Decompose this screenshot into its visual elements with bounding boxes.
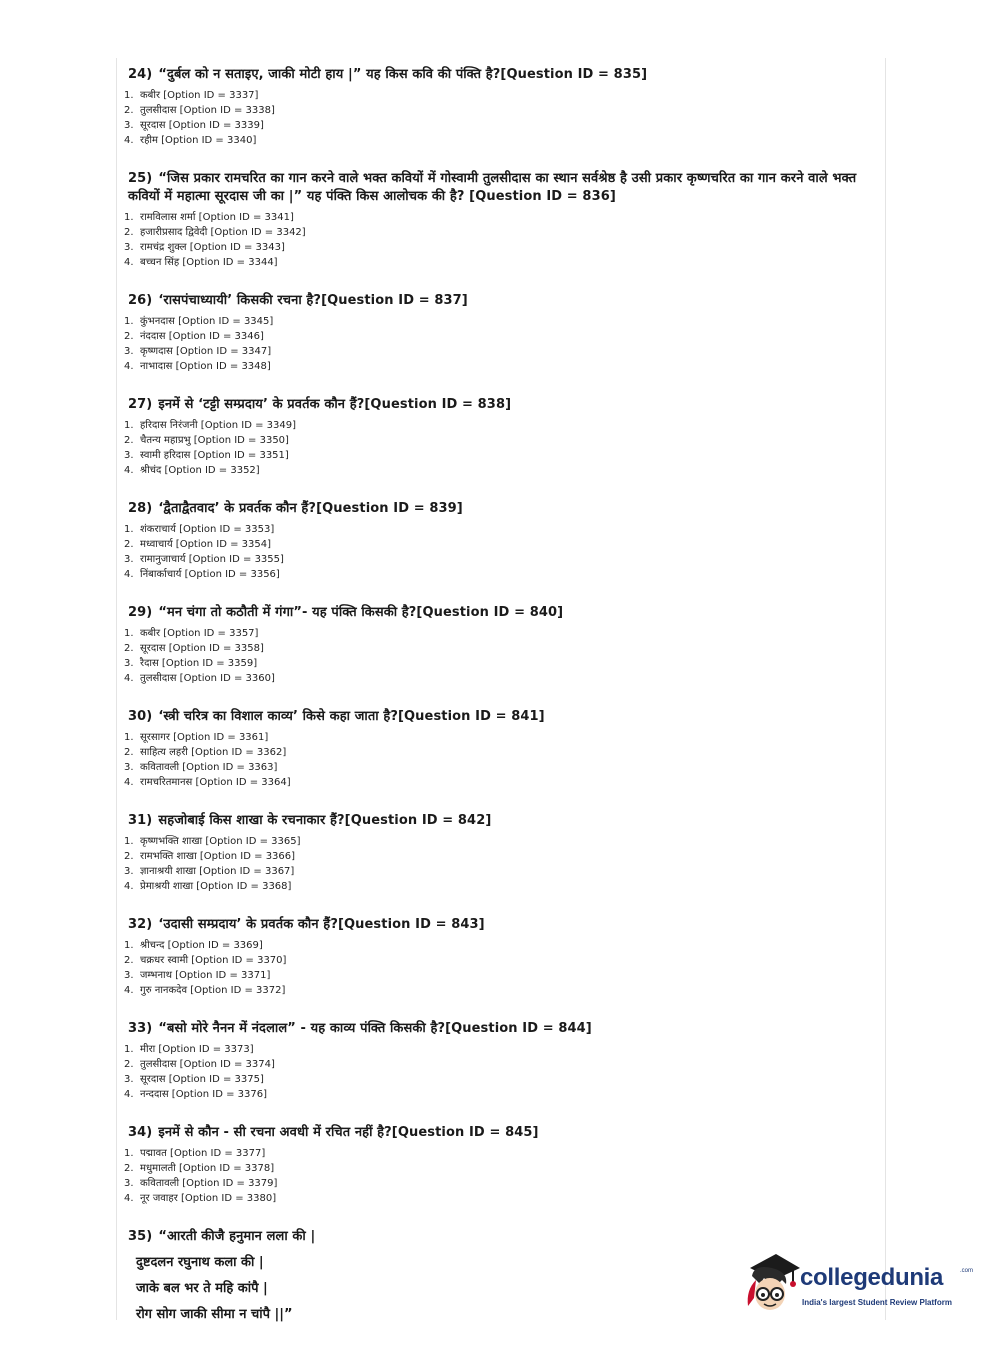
option-text: साहित्य लहरी [Option ID = 3362] [140, 747, 287, 758]
option-text: कृष्णदास [Option ID = 3347] [140, 346, 272, 357]
option-index: 3. [124, 450, 134, 461]
option-list [124, 834, 868, 894]
option-text: गुरु नानकदेव [Option ID = 3372] [140, 985, 286, 996]
option-text: रैदास [Option ID = 3359] [140, 658, 258, 669]
option-item [124, 240, 868, 255]
option-item [124, 1176, 868, 1191]
option-list [124, 938, 868, 998]
option-list [124, 210, 868, 270]
option-text: हरिदास निरंजनी [Option ID = 3349] [140, 420, 296, 431]
option-text: कुंभनदास [Option ID = 3345] [140, 316, 274, 327]
question-number: 25) [128, 171, 153, 186]
question-title [128, 708, 868, 726]
option-text: मधुमालती [Option ID = 3378] [140, 1163, 275, 1174]
question-title [128, 916, 868, 934]
option-text: रामचरितमानस [Option ID = 3364] [140, 777, 291, 788]
option-index: 3. [124, 866, 134, 877]
option-index: 3. [124, 970, 134, 981]
option-text: प्रेमाश्रयी शाखा [Option ID = 3368] [140, 881, 292, 892]
option-index: 3. [124, 120, 134, 131]
option-text: पद्मावत [Option ID = 3377] [140, 1148, 266, 1159]
question-block [124, 170, 868, 270]
option-text: तुलसीदास [Option ID = 3374] [140, 1059, 275, 1070]
option-index: 2. [124, 955, 134, 966]
option-text: सूरदास [Option ID = 3375] [140, 1074, 264, 1085]
option-index: 1. [124, 940, 134, 951]
option-item [124, 1057, 868, 1072]
question-number: 24) [128, 67, 153, 82]
option-item [124, 879, 868, 894]
option-item [124, 329, 868, 344]
option-index: 1. [124, 836, 134, 847]
option-item [124, 433, 868, 448]
option-text: रामविलास शर्मा [Option ID = 3341] [140, 212, 294, 223]
question-title [128, 292, 868, 310]
question-text: ‘रासपंचाध्यायी’ किसकी रचना है?[Question ID = 837] [158, 293, 468, 308]
question-title [128, 500, 868, 518]
option-index: 3. [124, 1074, 134, 1085]
option-index: 3. [124, 658, 134, 669]
question-number: 27) [128, 397, 153, 412]
option-text: चैतन्य महाप्रभु [Option ID = 3350] [140, 435, 289, 446]
option-text: स्वामी हरिदास [Option ID = 3351] [140, 450, 289, 461]
option-text: रामचंद्र शुक्ल [Option ID = 3343] [140, 242, 285, 253]
option-text: सूरदास [Option ID = 3358] [140, 643, 264, 654]
option-item [124, 359, 868, 374]
option-list [124, 314, 868, 374]
question-text: ‘उदासी सम्प्रदाय’ के प्रवर्तक कौन हैं?[Question ID = 843] [158, 917, 485, 932]
option-text: सूरसागर [Option ID = 3361] [140, 732, 269, 743]
option-index: 4. [124, 361, 134, 372]
question-number: 31) [128, 813, 153, 828]
option-item [124, 864, 868, 879]
question-block [124, 1020, 868, 1102]
logo-suffix: .com [960, 1268, 974, 1274]
option-index: 1. [124, 316, 134, 327]
question-list [124, 66, 868, 1350]
option-item [124, 210, 868, 225]
option-item [124, 626, 868, 641]
question-number: 29) [128, 605, 153, 620]
option-item [124, 656, 868, 671]
option-list [124, 522, 868, 582]
option-item [124, 418, 868, 433]
question-text: इनमें से ‘टट्टी सम्प्रदाय’ के प्रवर्तक कौन हैं?[Question ID = 838] [158, 397, 512, 412]
option-index: 2. [124, 643, 134, 654]
option-text: नंददास [Option ID = 3346] [140, 331, 264, 342]
option-item [124, 448, 868, 463]
option-text: कवितावली [Option ID = 3363] [140, 762, 278, 773]
option-index: 3. [124, 242, 134, 253]
option-index: 4. [124, 673, 134, 684]
logo-tagline: India's largest Student Review Platform [802, 1298, 952, 1307]
option-item [124, 133, 868, 148]
option-item [124, 849, 868, 864]
option-index: 1. [124, 524, 134, 535]
question-text: ‘द्वैताद्वैतवाद’ के प्रवर्तक कौन हैं?[Question ID = 839] [158, 501, 463, 516]
option-item [124, 953, 868, 968]
option-index: 1. [124, 1148, 134, 1159]
option-index: 1. [124, 628, 134, 639]
question-number: 30) [128, 709, 153, 724]
option-index: 4. [124, 465, 134, 476]
option-item [124, 1191, 868, 1206]
option-text: नाभादास [Option ID = 3348] [140, 361, 271, 372]
question-text: “मन चंगा तो कठौती में गंगा”- यह पंक्ति किसकी है?[Question ID = 840] [158, 605, 564, 620]
option-text: नूर जवाहर [Option ID = 3380] [140, 1193, 277, 1204]
option-item [124, 938, 868, 953]
option-item [124, 552, 868, 567]
option-index: 3. [124, 762, 134, 773]
question-title [128, 604, 868, 622]
question-block [124, 916, 868, 998]
option-index: 1. [124, 420, 134, 431]
option-item [124, 567, 868, 582]
question-text: “दुर्बल को न सताइए, जाकी मोटी हाय |” यह किस कवि की पंक्ति है?[Question ID = 835] [158, 67, 648, 82]
question-text: “जिस प्रकार रामचरित का गान करने वाले भक्त कवियों में गोस्वामी तुलसीदास का स्थान सर्वश्रेष्ठ है उसी प्रकार कृष्णचरित का गान करने वाले भक्त कवियों में महात्मा सूरदास जी का |” यह पंक्ति किस आलोचक की है? [Question ID = 836] [128, 171, 857, 204]
option-text: रहीम [Option ID = 3340] [140, 135, 257, 146]
question-block [124, 708, 868, 790]
option-item [124, 1042, 868, 1057]
question-text: “बसो मोरे नैनन में नंदलाल” - यह काव्य पंक्ति किसकी है?[Question ID = 844] [158, 1021, 592, 1036]
question-number: 26) [128, 293, 153, 308]
option-text: बच्चन सिंह [Option ID = 3344] [140, 257, 278, 268]
option-item [124, 118, 868, 133]
question-block [124, 1124, 868, 1206]
option-text: श्रीचन्द [Option ID = 3369] [140, 940, 263, 951]
option-text: जम्भनाथ [Option ID = 3371] [140, 970, 271, 981]
option-text: कबीर [Option ID = 3337] [140, 90, 259, 101]
option-item [124, 103, 868, 118]
option-index: 4. [124, 257, 134, 268]
question-block [124, 396, 868, 478]
verse-line: रोग सोग जाकी सीमा न चांपै ||” [136, 1307, 293, 1322]
option-index: 1. [124, 212, 134, 223]
question-text: ‘स्त्री चरित्र का विशाल काव्य’ किसे कहा जाता है?[Question ID = 841] [158, 709, 545, 724]
collegedunia-logo [742, 1250, 972, 1320]
option-item [124, 671, 868, 686]
verse-line: “आरती कीजै हनुमान लला की | [158, 1229, 316, 1244]
option-item [124, 225, 868, 240]
option-index: 1. [124, 732, 134, 743]
option-index: 3. [124, 346, 134, 357]
mascot-icon [742, 1250, 802, 1316]
option-text: रामभक्ति शाखा [Option ID = 3366] [140, 851, 296, 862]
option-index: 4. [124, 985, 134, 996]
question-block [124, 500, 868, 582]
option-list [124, 88, 868, 148]
option-index: 2. [124, 851, 134, 862]
option-index: 2. [124, 227, 134, 238]
option-index: 2. [124, 331, 134, 342]
question-title [128, 812, 868, 830]
option-text: चक्रधर स्वामी [Option ID = 3370] [140, 955, 287, 966]
option-item [124, 522, 868, 537]
option-list [124, 1146, 868, 1206]
option-text: ज्ञानाश्रयी शाखा [Option ID = 3367] [140, 866, 295, 877]
question-text: इनमें से कौन - सी रचना अवधी में रचित नहीं है?[Question ID = 845] [158, 1125, 539, 1140]
option-index: 4. [124, 569, 134, 580]
verse-line: जाके बल भर ते महि कांपै | [136, 1281, 268, 1296]
option-index: 1. [124, 90, 134, 101]
option-text: कबीर [Option ID = 3357] [140, 628, 259, 639]
option-item [124, 968, 868, 983]
option-index: 1. [124, 1044, 134, 1055]
option-item [124, 745, 868, 760]
option-item [124, 88, 868, 103]
verse-line: दुष्टदलन रघुनाथ कला की | [136, 1255, 264, 1270]
question-number: 35) [128, 1229, 153, 1244]
question-number: 34) [128, 1125, 153, 1140]
question-block [124, 604, 868, 686]
question-title [128, 66, 868, 84]
option-text: रामानुजाचार्य [Option ID = 3355] [140, 554, 284, 565]
option-item [124, 463, 868, 478]
option-item [124, 314, 868, 329]
option-item [124, 983, 868, 998]
option-index: 3. [124, 554, 134, 565]
question-number: 28) [128, 501, 153, 516]
option-text: निंबार्काचार्य [Option ID = 3356] [140, 569, 280, 580]
question-title [128, 1020, 868, 1038]
question-block [124, 292, 868, 374]
question-block [124, 66, 868, 148]
option-index: 4. [124, 1193, 134, 1204]
option-text: हजारीप्रसाद द्विवेदी [Option ID = 3342] [140, 227, 306, 238]
question-text: सहजोबाई किस शाखा के रचनाकार हैं?[Question ID = 842] [158, 813, 492, 828]
option-index: 4. [124, 1089, 134, 1100]
question-title [128, 396, 868, 414]
option-text: मीरा [Option ID = 3373] [140, 1044, 254, 1055]
option-text: मध्वाचार्य [Option ID = 3354] [140, 539, 271, 550]
option-item [124, 1072, 868, 1087]
option-index: 2. [124, 105, 134, 116]
option-text: तुलसीदास [Option ID = 3360] [140, 673, 275, 684]
option-text: कृष्णभक्ति शाखा [Option ID = 3365] [140, 836, 301, 847]
question-number: 33) [128, 1021, 153, 1036]
option-list [124, 626, 868, 686]
option-item [124, 1161, 868, 1176]
option-text: शंकराचार्य [Option ID = 3353] [140, 524, 275, 535]
question-block [124, 812, 868, 894]
option-item [124, 1087, 868, 1102]
question-number: 32) [128, 917, 153, 932]
question-title [128, 170, 868, 206]
option-index: 4. [124, 777, 134, 788]
option-item [124, 255, 868, 270]
option-list [124, 1042, 868, 1102]
option-item [124, 775, 868, 790]
option-index: 2. [124, 747, 134, 758]
option-index: 4. [124, 135, 134, 146]
option-index: 2. [124, 1163, 134, 1174]
logo-brand: collegedunia [800, 1264, 944, 1291]
option-item [124, 760, 868, 775]
option-index: 2. [124, 435, 134, 446]
option-index: 4. [124, 881, 134, 892]
option-list [124, 418, 868, 478]
question-title [128, 1124, 868, 1142]
option-index: 2. [124, 539, 134, 550]
option-item [124, 641, 868, 656]
option-item [124, 537, 868, 552]
option-text: नन्ददास [Option ID = 3376] [140, 1089, 267, 1100]
option-list [124, 730, 868, 790]
option-item [124, 834, 868, 849]
option-index: 3. [124, 1178, 134, 1189]
option-text: कवितावली [Option ID = 3379] [140, 1178, 278, 1189]
option-item [124, 730, 868, 745]
option-item [124, 344, 868, 359]
option-index: 2. [124, 1059, 134, 1070]
option-item [124, 1146, 868, 1161]
option-text: सूरदास [Option ID = 3339] [140, 120, 264, 131]
option-text: श्रीचंद [Option ID = 3352] [140, 465, 260, 476]
option-text: तुलसीदास [Option ID = 3338] [140, 105, 275, 116]
